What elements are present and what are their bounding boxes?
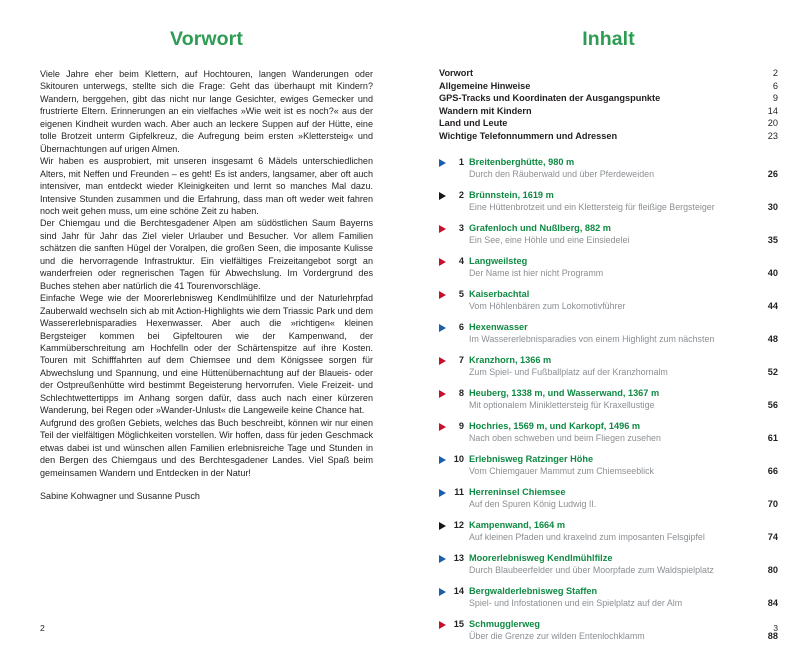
tour-number: 5 xyxy=(458,288,464,299)
difficulty-marker xyxy=(439,189,452,213)
right-page xyxy=(405,0,810,648)
tour-subtitle: Ein See, eine Höhle und eine Einsiedelei xyxy=(469,234,630,245)
tour-subtitle-row xyxy=(469,201,778,213)
tour-subtitle: Mit optionalem Miniklettersteig für Kraxellustige xyxy=(469,399,655,410)
front-matter-page-number: 9 xyxy=(772,93,778,104)
tour-number: 12 xyxy=(453,519,464,530)
front-matter-label: Wandern mit Kindern xyxy=(439,105,532,116)
tour-number: 10 xyxy=(453,453,464,464)
difficulty-marker xyxy=(439,387,452,411)
preface-paragraph: Aufgrund des großen Gebiets, welches das Buch beschreibt, können wir nur einen Teil der vielfältigen Möglichkeiten vorstellen. Wir hoffen, dass für jeden Geschmack etwas dabei ist und wünschen allen Familien erlebnisreiche Tage und Stunden in den Bergen des Chiemgaus und des Berchtesgadener Landes. Viel Spaß beim gemeinsamen Wandern und Entdecken in der Natur! xyxy=(40,417,373,478)
tour-subtitle-row xyxy=(469,168,778,180)
tour-number: 13 xyxy=(453,552,464,563)
front-matter-row[interactable] xyxy=(439,92,778,105)
tour-page-number: 88 xyxy=(767,630,778,641)
tour-title: Kranzhorn, 1366 m xyxy=(469,354,552,365)
tour-subtitle: Über die Grenze zur wilden Entenlochklamm xyxy=(469,630,645,641)
tour-subtitle-row xyxy=(469,465,778,477)
tour-page-number: 40 xyxy=(767,267,778,278)
difficulty-marker xyxy=(439,486,452,510)
front-matter-page-number: 6 xyxy=(772,80,778,91)
tour-title: Bergwalderlebnisweg Staffen xyxy=(469,585,598,596)
tour-number: 8 xyxy=(458,387,464,398)
tour-subtitle: Vom Chiemgauer Mammut zum Chiemseeblick xyxy=(469,465,654,476)
tour-subtitle-row xyxy=(469,564,778,576)
tour-title: Moorerlebnisweg Kendlmühlfilze xyxy=(469,552,613,563)
tour-subtitle: Im Wassererlebnisparadies von einem Highlight zum nächsten xyxy=(469,333,715,344)
tour-subtitle-row xyxy=(469,399,778,411)
triangle-red-icon xyxy=(439,258,446,266)
tour-number: 15 xyxy=(453,618,464,629)
tour-title: Schmugglerweg xyxy=(469,618,540,629)
tour-entry[interactable] xyxy=(439,255,778,279)
difficulty-marker xyxy=(439,255,452,279)
tour-entry[interactable] xyxy=(439,222,778,246)
folio-left: 2 xyxy=(40,623,45,633)
tour-title: Erlebnisweg Ratzinger Höhe xyxy=(469,453,594,464)
difficulty-marker xyxy=(439,453,452,477)
tour-subtitle: Nach oben schweben und beim Fliegen zusehen xyxy=(469,432,661,443)
tour-title: Hochries, 1569 m, und Karkopf, 1496 m xyxy=(469,420,641,431)
tour-entry[interactable] xyxy=(439,453,778,477)
tour-title: Herreninsel Chiemsee xyxy=(469,486,566,497)
tour-title: Kampenwand, 1664 m xyxy=(469,519,565,530)
triangle-black-icon xyxy=(439,522,446,530)
author-signature: Sabine Kohwagner und Susanne Pusch xyxy=(40,490,200,501)
triangle-blue-icon xyxy=(439,324,446,332)
tour-subtitle-row xyxy=(469,234,778,246)
page-title-vorwort: Vorwort xyxy=(170,28,243,50)
folio-right: 3 xyxy=(773,623,778,633)
front-matter-row[interactable] xyxy=(439,80,778,93)
tour-number: 4 xyxy=(458,255,464,266)
tour-subtitle-row xyxy=(469,597,778,609)
tour-list xyxy=(439,156,778,642)
tour-page-number: 26 xyxy=(767,168,778,179)
tour-entry[interactable] xyxy=(439,552,778,576)
difficulty-marker xyxy=(439,618,452,642)
tour-entry[interactable] xyxy=(439,420,778,444)
tour-number: 1 xyxy=(458,156,464,167)
tour-title: Hexenwasser xyxy=(469,321,528,332)
tour-page-number: 35 xyxy=(767,234,778,245)
tour-entry[interactable] xyxy=(439,354,778,378)
tour-page-number: 66 xyxy=(767,465,778,476)
front-matter-label: Vorwort xyxy=(439,68,474,78)
difficulty-marker xyxy=(439,354,452,378)
difficulty-marker xyxy=(439,288,452,312)
tour-page-number: 70 xyxy=(767,498,778,509)
tour-entry[interactable] xyxy=(439,189,778,213)
tour-page-number: 44 xyxy=(767,300,778,311)
preface-paragraph: Der Chiemgau und die Berchtesgadener Alpen am südöstlichen Saum Bayerns sind Jahr für Jahr das Ziel vieler Urlauber und Besucher. Vor allem Familien schätzen die sanften Hügel der Voralpen, die großen Seen, die imposante Kulisse und die hervorragende Infrastruktur. Ein vielfältiges Freizeitangebot sorgt an wanderfreien oder regnerischen Tagen für Abwechslung. Im Vordergrund des Buches stehen aber natürlich die 41 Tourenvorschläge. xyxy=(40,218,373,291)
tour-number: 9 xyxy=(458,420,464,431)
tour-subtitle-row xyxy=(469,498,778,510)
difficulty-marker xyxy=(439,585,452,609)
difficulty-marker xyxy=(439,321,452,345)
tour-subtitle: Durch Blaubeerfelder und über Moorpfade zum Waldspielplatz xyxy=(469,564,714,575)
tour-subtitle-row xyxy=(469,366,778,378)
front-matter-label: Wichtige Telefonnummern und Adressen xyxy=(439,130,618,141)
tour-subtitle: Spiel- und Infostationen und ein Spielplatz auf der Alm xyxy=(469,597,683,608)
tour-number: 11 xyxy=(454,486,464,497)
tour-page-number: 74 xyxy=(767,531,778,542)
tour-entry[interactable] xyxy=(439,156,778,180)
preface-paragraph: Wir haben es ausprobiert, mit unseren insgesamt 6 Mädels unterschiedlichen Alters, mit Neffen und Freunden – es geht! Es ist anders, langsamer, aber oft auch intensiver, man entdeckt wieder Kleinigkeiten und lernt so manches Mal dazu. Intensive Stunden zusammen und die Erfahrung, dass man oft weder weit fahren noch weit gehen muss, um eine schöne Zeit zu haben. xyxy=(40,156,373,216)
difficulty-marker xyxy=(439,156,452,180)
tour-page-number: 52 xyxy=(767,366,778,377)
tour-entry[interactable] xyxy=(439,288,778,312)
tour-title: Kaiserbachtal xyxy=(469,288,530,299)
triangle-red-icon xyxy=(439,357,446,365)
triangle-black-icon xyxy=(439,192,446,200)
tour-title: Langweilsteg xyxy=(469,255,528,266)
front-matter-page-number: 14 xyxy=(767,105,778,116)
front-matter-page-number: 20 xyxy=(767,118,778,129)
preface-paragraph: Einfache Wege wie der Moorerlebnisweg Kendlmühlfilze und der Naturlehrpfad Zauberwald wechseln sich ab mit Action-Highlights wie dem Triassic Park und dem Wassererlebnisparadies Hexenwasser. Aber auch die »richtigen« kleinen Bergsteiger kommen bei Gipfeltouren wie der Kampenwand, der Kammüberschreitung am Hochfelln oder der Schärtenspitze auf ihre Kosten. Touren mit Schifffahrten auf dem Chiemsee und dem Königssee sorgen für Abwechslung und Spannung, und eine Hüttenübernachtung auf der Blaueis- oder der Ostpreußenhütte wird bestimmt Begeisterung hervorrufen. Viele Freizeit- und Schlechtwettertipps im Anhang sorgen dafür, dass auch nach einer kürzeren Wanderung, bei Regen oder »Wander-Unlust« die Langeweile keine Chance hat. xyxy=(40,293,373,416)
tour-title: Breitenberghütte, 980 m xyxy=(469,156,575,167)
tour-title: Brünnstein, 1619 m xyxy=(469,189,554,200)
tour-subtitle-row xyxy=(469,333,778,345)
front-matter-page-number: 2 xyxy=(772,68,778,78)
tour-entry[interactable] xyxy=(439,387,778,411)
front-matter-label: Land und Leute xyxy=(439,118,508,129)
tour-subtitle: Zum Spiel- und Fußballplatz auf der Kranzhornalm xyxy=(469,366,668,377)
tour-subtitle: Vom Höhlenbären zum Lokomotivführer xyxy=(469,300,626,311)
triangle-blue-icon xyxy=(439,555,446,563)
tour-page-number: 56 xyxy=(767,399,778,410)
tour-subtitle-row xyxy=(469,531,778,543)
tour-page-number: 30 xyxy=(767,201,778,212)
triangle-red-icon xyxy=(439,291,446,299)
triangle-blue-icon xyxy=(439,159,446,167)
tour-page-number: 80 xyxy=(767,564,778,575)
triangle-blue-icon xyxy=(439,588,446,596)
triangle-red-icon xyxy=(439,621,446,629)
tour-subtitle: Auf kleinen Pfaden und kraxelnd zum imposanten Felsgipfel xyxy=(469,531,705,542)
tour-page-number: 61 xyxy=(767,432,778,443)
tour-title: Heuberg, 1338 m, und Wasserwand, 1367 m xyxy=(469,387,660,398)
tour-subtitle: Auf den Spuren König Ludwig II. xyxy=(469,498,597,509)
tour-subtitle-row xyxy=(469,267,778,279)
triangle-red-icon xyxy=(439,390,446,398)
difficulty-marker xyxy=(439,519,452,543)
difficulty-marker xyxy=(439,552,452,576)
tour-subtitle-row xyxy=(469,432,778,444)
tour-number: 6 xyxy=(458,321,464,332)
page-title-inhalt: Inhalt xyxy=(582,28,635,50)
tour-entry[interactable] xyxy=(439,486,778,510)
tour-entry[interactable] xyxy=(439,519,778,543)
tour-entry[interactable] xyxy=(439,321,778,345)
front-matter-row[interactable] xyxy=(439,67,778,80)
tour-subtitle: Eine Hüttenbrotzeit und ein Klettersteig für fleißige Bergsteiger xyxy=(469,201,715,212)
front-matter-row[interactable] xyxy=(439,117,778,130)
preface-body xyxy=(40,68,373,479)
tour-entry[interactable] xyxy=(439,585,778,609)
tour-subtitle: Durch den Räuberwald und über Pferdeweiden xyxy=(469,168,655,179)
difficulty-marker xyxy=(439,222,452,246)
tour-number: 14 xyxy=(453,585,464,596)
front-matter-list xyxy=(439,67,778,143)
tour-subtitle-row xyxy=(469,300,778,312)
front-matter-label: Allgemeine Hinweise xyxy=(439,80,531,91)
tour-entry[interactable] xyxy=(439,618,778,642)
front-matter-row[interactable] xyxy=(439,130,778,143)
tour-subtitle-row xyxy=(469,630,778,642)
front-matter-row[interactable] xyxy=(439,105,778,118)
tour-number: 3 xyxy=(458,222,464,233)
difficulty-marker xyxy=(439,420,452,444)
tour-title: Grafenloch und Nußlberg, 882 m xyxy=(469,222,611,233)
triangle-blue-icon xyxy=(439,489,446,497)
tour-number: 2 xyxy=(458,189,464,200)
triangle-red-icon xyxy=(439,225,446,233)
tour-number: 7 xyxy=(458,354,464,365)
front-matter-label: GPS-Tracks und Koordinaten der Ausgangspunkte xyxy=(439,93,661,104)
tour-page-number: 84 xyxy=(767,597,778,608)
tour-subtitle: Der Name ist hier nicht Programm xyxy=(469,267,604,278)
tour-page-number: 48 xyxy=(767,333,778,344)
preface-paragraph: Viele Jahre eher beim Klettern, auf Hochtouren, langen Wanderungen oder Skitouren unterwegs, stellte sich die Frage: Geht das überhaupt mit Kindern? Wandern, berggehen, gibt das nicht nur lange Gesichter, ewiges Gemecker und frustrierte Eltern. Erinnerungen an ein vielfaches »Wie weit ist es noch?« aus der eigenen Kindheit wurden wach. Aber auch an leckere Suppen auf der Hütte, eine tolle Brotzeit unterm Gipfelkreuz, die Aufregung beim ersten »Klettersteig« und Übernachtungen auf urigen Almen. xyxy=(40,69,373,154)
front-matter-page-number: 23 xyxy=(767,130,778,141)
triangle-red-icon xyxy=(439,423,446,431)
triangle-blue-icon xyxy=(439,456,446,464)
